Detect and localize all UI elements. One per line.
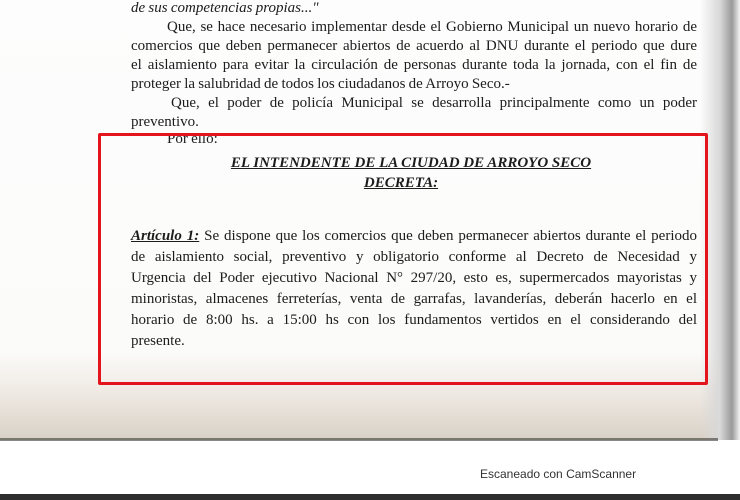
article-line xyxy=(131,227,697,245)
bottom-bar xyxy=(0,494,740,500)
camscanner-caption: Escaneado con CamScanner xyxy=(480,467,637,481)
article-line: de aislamiento social, preventivo y obligatorio conforme al Decreto de Necesidad y xyxy=(131,249,697,265)
article-line: Urgencia del Poder ejecutivo Nacional N° 297/20, esto es, supermercados mayoristas y xyxy=(131,270,697,286)
article-text: Se dispone que los comercios que deben permanecer abiertos durante el periodo xyxy=(199,228,698,244)
article-line: minoristas, almacenes ferreterías, venta de garrafas, lavanderías, deberán hacerlo en el xyxy=(131,291,697,307)
paragraph-line: Que, se hace necesario implementar desde el Gobierno Municipal un nuevo horario de xyxy=(167,19,697,35)
decree-heading: EL INTENDENTE DE LA CIUDAD DE ARROYO SECO xyxy=(230,155,592,171)
quote-end-line: de sus competencias propias..." xyxy=(131,0,319,16)
page-bottom-edge xyxy=(0,438,718,441)
paragraph-line: el aislamiento para evitar la circulación de personas durante toda la jornada, con el fin de xyxy=(131,57,697,73)
paragraph-line: comercios que deben permanecer abiertos de acuerdo al DNU durante el periodo que dure xyxy=(131,38,697,54)
decree-subheading: DECRETA: xyxy=(363,175,439,191)
article-line: horario de 8:00 hs. a 15:00 hs con los fundamentos vertidos en el considerando del xyxy=(131,312,697,328)
por-ello-line: Por ello: xyxy=(167,131,218,147)
article-line: presente. xyxy=(131,333,185,349)
paragraph-line: Que, el poder de policía Municipal se desarrolla principalmente como un poder xyxy=(171,95,697,111)
article-label: Artículo 1: xyxy=(131,228,200,244)
paragraph-line: preventivo. xyxy=(131,114,199,130)
paragraph-line: proteger la salubridad de todos los ciudadanos de Arroyo Seco.- xyxy=(131,76,510,92)
